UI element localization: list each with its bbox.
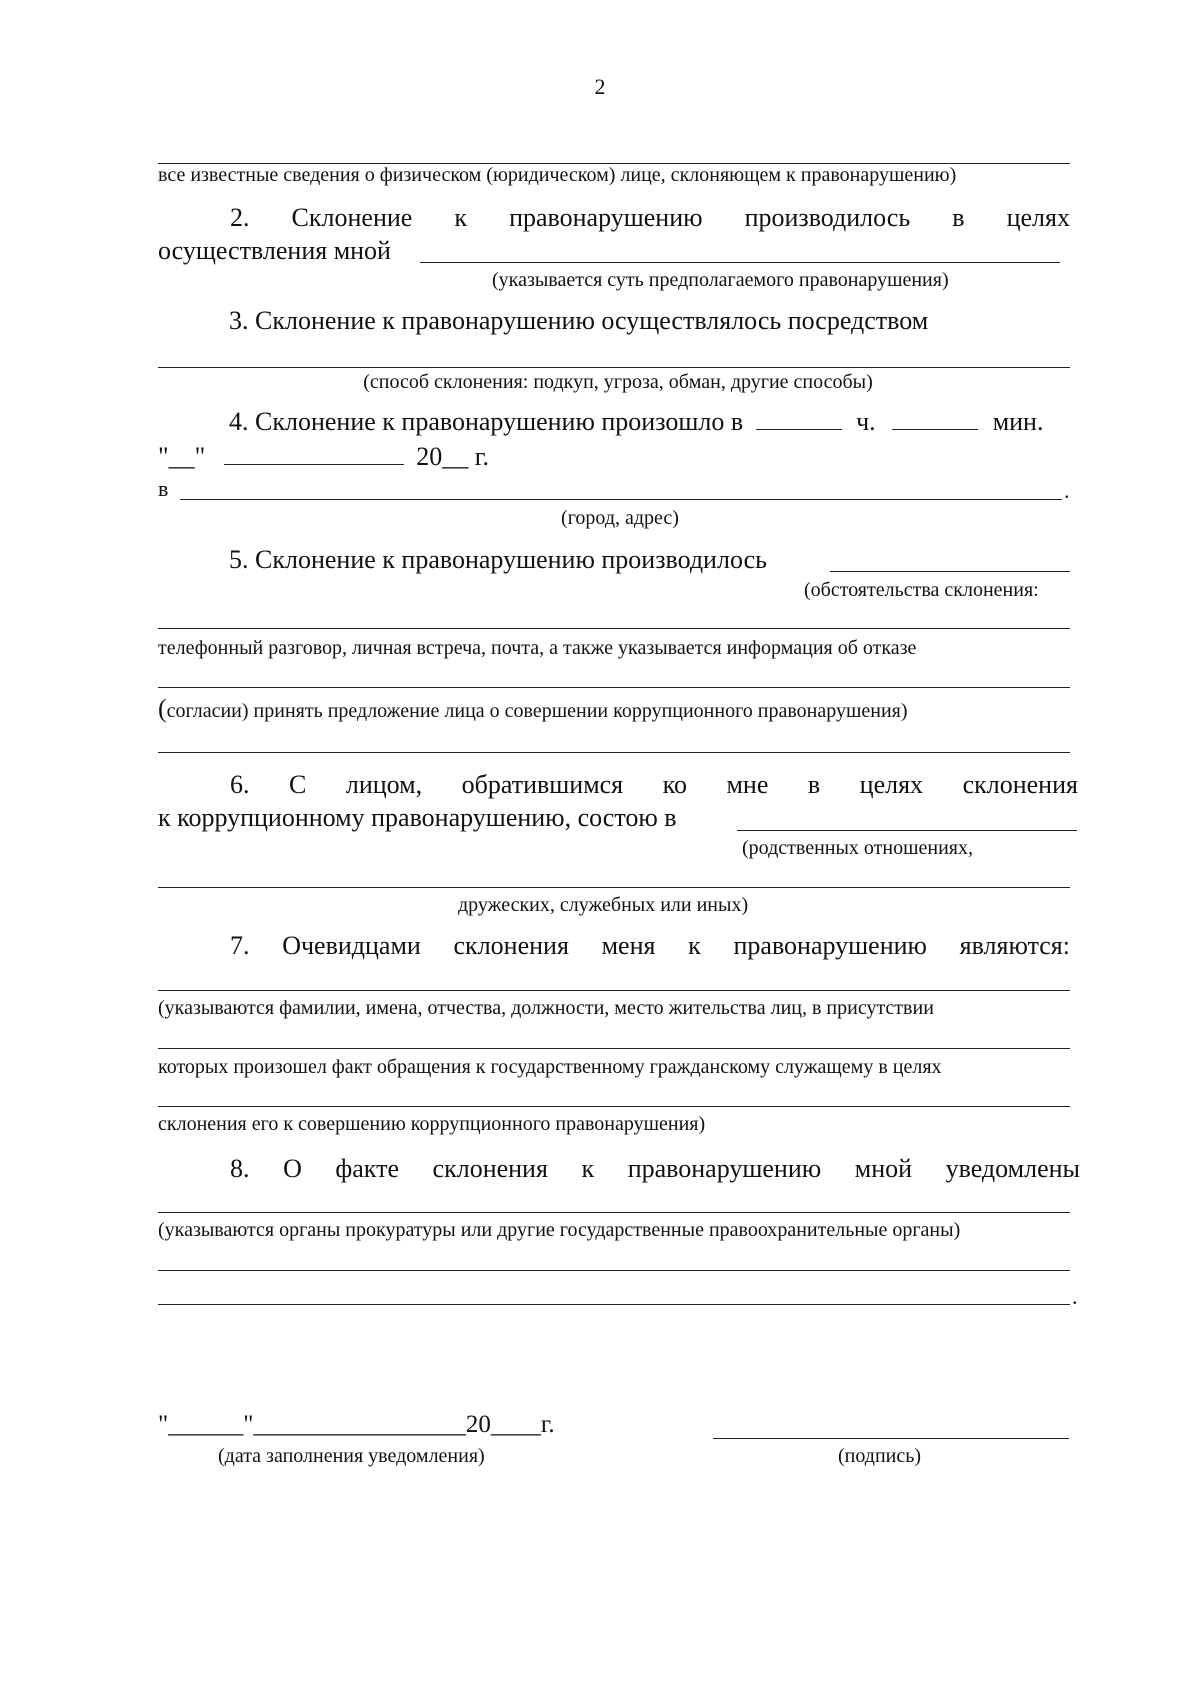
hour-field[interactable] (756, 407, 842, 430)
authorities-field-line-1[interactable] (158, 1212, 1070, 1213)
purpose-caption: (указывается суть предполагаемого правонарушения) (492, 269, 949, 291)
purpose-field-line[interactable] (420, 262, 1060, 263)
relationship-caption-1: (родственных отношениях, (742, 837, 973, 859)
witnesses-field-line-2[interactable] (158, 1048, 1070, 1049)
authorities-end: . (1072, 1284, 1078, 1309)
relationship-caption-2: дружеских, служебных или иных) (458, 894, 749, 916)
section-7-line-1: 7. Очевидцами склонения меня к правонарушению являются: (230, 931, 1070, 960)
relationship-field-line-1[interactable] (737, 830, 1077, 831)
place-end: . (1064, 478, 1070, 503)
circumstances-caption-1: (обстоятельства склонения: (804, 579, 1039, 601)
authorities-field-line-3[interactable] (158, 1304, 1070, 1305)
signature-caption: (подпись) (838, 1445, 922, 1467)
authorities-caption: (указываются органы прокуратуры или другие государственные правоохранительные органы) (158, 1219, 961, 1241)
section-6-line-2: к коррупционному правонарушению, состою в (158, 803, 677, 832)
minute-field[interactable] (892, 407, 978, 430)
circumstances-field-line-1[interactable] (830, 571, 1070, 572)
witnesses-caption-2: которых произошел факт обращения к государственному гражданскому служащему в целях (158, 1056, 942, 1078)
place-prefix: в (158, 476, 169, 501)
month-field[interactable] (224, 442, 404, 465)
fill-date-line[interactable]: "______"_________________20____г. (158, 1411, 555, 1438)
circumstances-caption-2: телефонный разговор, личная встреча, почта, а также указывается информация об отказе (158, 637, 917, 659)
place-field-line[interactable] (180, 499, 1062, 500)
method-field-line[interactable] (158, 367, 1070, 368)
place-caption: (город, адрес) (561, 507, 679, 529)
section-2-line-2: осуществления мной (158, 236, 391, 265)
witnesses-field-line-3[interactable] (158, 1106, 1070, 1107)
relationship-field-line-2[interactable] (158, 887, 1070, 888)
method-caption: (способ склонения: подкуп, угроза, обман, другие способы) (363, 371, 873, 393)
section-6-line-1: 6. С лицом, обратившимся ко мне в целях склонения (230, 770, 1078, 799)
circumstances-field-line-4[interactable] (158, 752, 1070, 753)
fill-date-caption: (дата заполнения уведомления) (218, 1445, 485, 1467)
section-3-text: 3. Склонение к правонарушению осуществлялось посредством (229, 306, 929, 335)
section-2-line-1: 2. Склонение к правонарушению производилось в целях (230, 203, 1070, 232)
section-5-text: 5. Склонение к правонарушению производилось (229, 545, 767, 574)
signature-field-line[interactable] (713, 1438, 1069, 1439)
section-4-line-2: "__" 20__ г. (158, 442, 489, 471)
witnesses-caption-3: склонения его к совершению коррупционного правонарушения) (158, 1113, 706, 1135)
authorities-field-line-2[interactable] (158, 1270, 1070, 1271)
witnesses-caption-1: (указываются фамилии, имена, отчества, должности, место жительства лиц, в присутствии (158, 997, 934, 1019)
circumstances-field-line-3[interactable] (158, 687, 1070, 688)
section-4-line-1: 4. Склонение к правонарушению произошло в ч. мин. (229, 407, 1044, 436)
person-info-caption: все известные сведения о физическом (юридическом) лице, склоняющем к правонарушению) (158, 164, 957, 186)
circumstances-caption-3: (согласии) принять предложение лица о совершении коррупционного правонарушения) (158, 694, 908, 723)
page-number: 2 (594, 74, 606, 99)
circumstances-field-line-2[interactable] (158, 628, 1070, 629)
witnesses-field-line-1[interactable] (158, 990, 1070, 991)
section-8-line-1: 8. О факте склонения к правонарушению мной уведомлены (230, 1154, 1080, 1183)
